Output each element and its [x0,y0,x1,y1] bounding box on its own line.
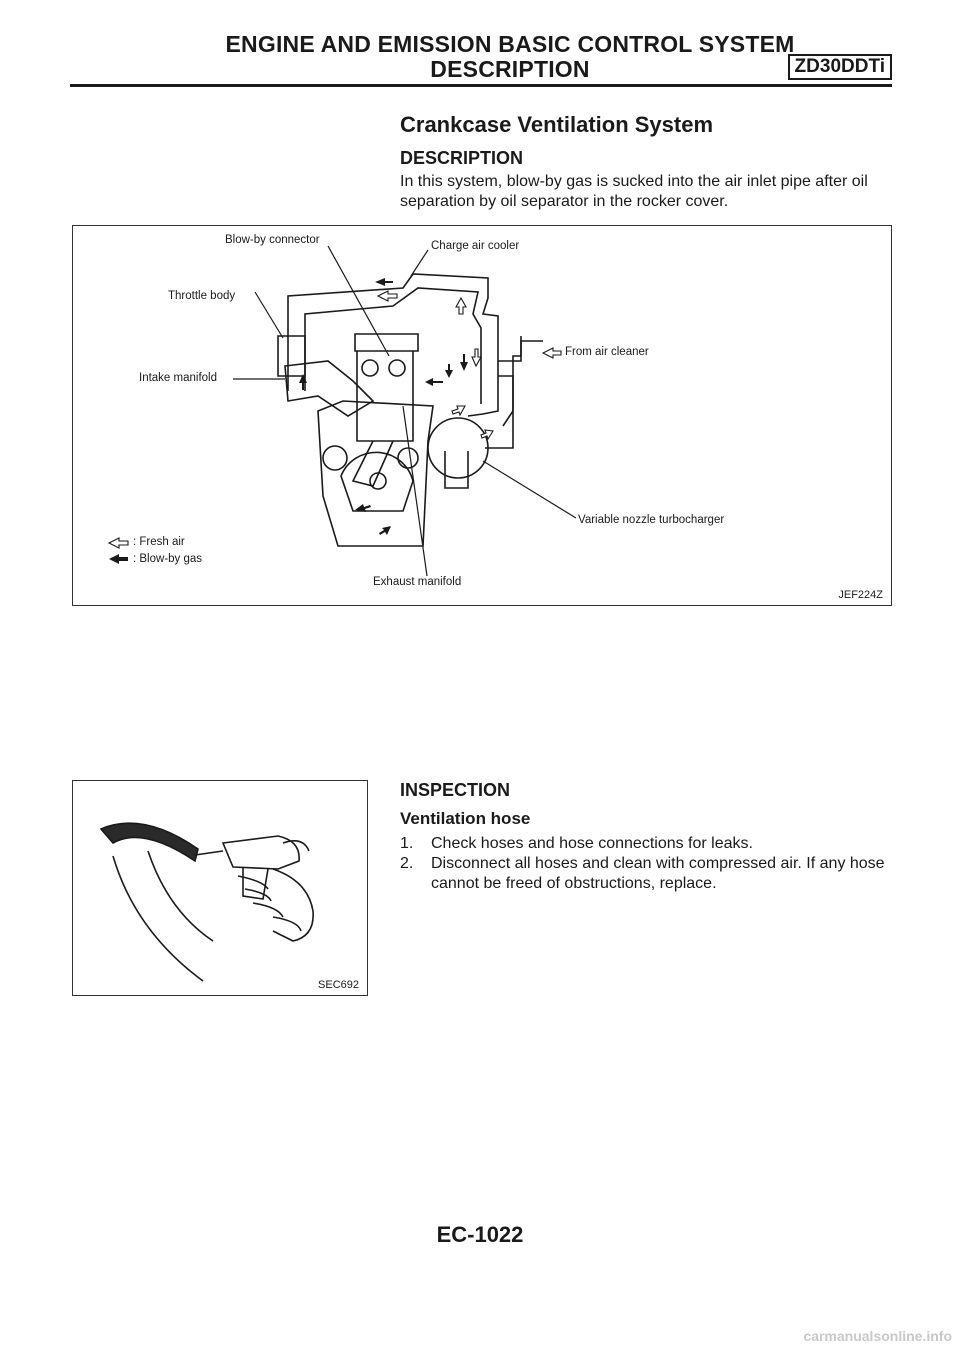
inspection-step [400,834,895,854]
step-number: 2. [400,855,414,872]
description-heading: DESCRIPTION [400,148,524,168]
engine-mount-right [398,448,418,468]
fingers [238,876,301,931]
legend-blow-by-gas: : Blow-by gas [133,553,203,565]
throttle-body [278,336,305,376]
left-hand [113,851,213,981]
intake-manifold [285,361,373,416]
label-exhaust-manifold: Exhaust manifold [373,576,462,588]
label-variable-nozzle-turbocharger: Variable nozzle turbocharger [578,514,725,526]
connecting-rod [353,441,393,486]
watermark: carmanualsonline.info [803,1328,952,1344]
rocker-cover [355,334,418,351]
hose-cleaning-illustration [72,780,368,996]
page-number: EC-1022 [436,1222,524,1247]
step-number: 1. [400,835,414,852]
leader-lines [233,246,576,576]
diagram-drawing [73,226,891,605]
crank-web [341,452,413,511]
label-from-air-cleaner: From air cleaner [565,346,649,358]
crankcase-ventilation-diagram [72,225,892,606]
step-text: Check hoses and hose connections for leaks. [431,835,753,852]
legend-blow-by-arrow [109,554,128,564]
engine-mount-left [323,446,347,470]
inspection-heading: INSPECTION [400,780,511,800]
description-text: In this system, blow-by gas is sucked into the air inlet pipe after oil separation by oil separator in the rocker cover. [400,173,868,210]
air-gun-nozzle [195,851,223,855]
label-throttle-body: Throttle body [168,290,236,302]
ventilation-hose-heading: Ventilation hose [400,809,531,828]
inspection-steps [400,834,895,894]
right-hand [273,869,313,941]
valve-right [389,360,405,376]
valve-left [362,360,378,376]
figure-code: SEC692 [318,979,359,991]
legend-fresh-air: : Fresh air [133,536,185,548]
inspection-step [400,854,895,894]
hose-cleaning-drawing [73,781,367,995]
fresh-air-arrows [109,291,561,548]
label-charge-air-cooler: Charge air cooler [431,240,520,252]
header-rule [70,84,892,87]
header-title-line2: DESCRIPTION [430,56,590,82]
figure-code: JEF224Z [838,589,883,601]
label-blow-by-connector: Blow-by connector [225,234,320,246]
label-intake-manifold: Intake manifold [139,372,217,384]
section-title: Crankcase Ventilation System [400,112,714,137]
turbo-housing [428,418,488,478]
page-header [70,28,892,90]
header-title-line1: ENGINE AND EMISSION BASIC CONTROL SYSTEM [225,31,795,57]
engine-code-badge: ZD30DDTi [788,54,892,80]
blow-by-arrows [299,278,468,535]
turbo-outlet [445,451,468,488]
header-title [200,32,820,82]
intake-duct-inner [305,288,481,404]
step-text: Disconnect all hoses and clean with compressed air. If any hose cannot be freed of obstructions, replace. [431,855,885,892]
